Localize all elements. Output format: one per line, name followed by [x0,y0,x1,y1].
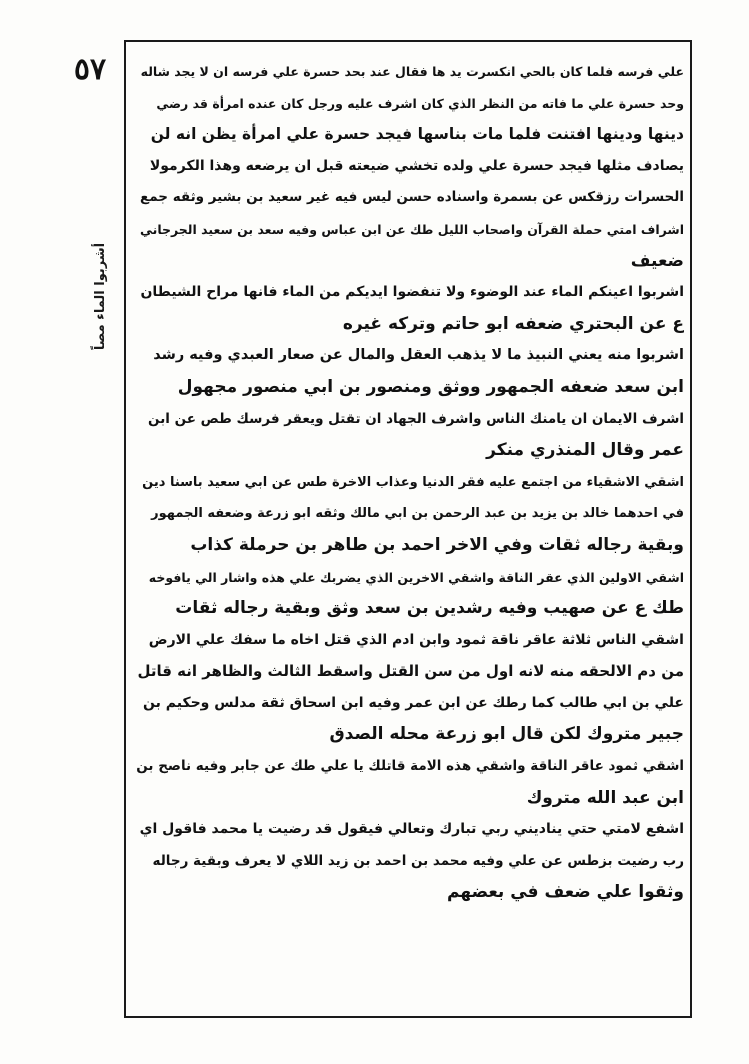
margin-note [84,236,118,356]
text-line-12: اشرف الايمان ان يامنك الناس واشرف الجهاد ان تقتل ويعقر فرسك طص عن ابن [148,410,684,427]
text-line-16: وبقية رجاله ثقات وفي الاخر احمد بن طاهر بن حرملة كذاب [190,534,684,555]
text-line-22: جبير متروك لكن قال ابو زرعة محله الصدق [329,724,684,745]
text-line-26: رب رضيت بزطس عن علي وفيه محمد بن احمد بن زيد اللاي لا يعرف وبقية رجاله [152,852,684,869]
text-line-27: وثقوا علي ضعف في بعضهم [447,882,684,903]
main-text-block [136,56,684,926]
text-line-18: طك ع عن صهيب وفيه رشدين بن سعد وثق وبقية رجاله ثقات [175,598,684,619]
text-line-23: اشقي ثمود عاقر الناقة واشقي هذه الامة قاتلك يا علي طك عن جابر وفيه ناصح بن [136,758,684,775]
margin-note-text: أشربوا الماء مصاً [93,242,109,350]
text-line-9: ع عن البحتري ضعفه ابو حاتم وتركه غيره [342,313,684,334]
text-line-11: ابن سعد ضعفه الجمهور ووثق ومنصور بن ابي منصور مجهول [177,376,684,397]
text-line-5: الحسرات رزقكس عن بسمرة واسناده حسن ليس فيه غير سعيد بن بشير وثقه جمع [140,189,684,206]
text-line-21: علي بن ابي طالب كما رطك عن ابن عمر وفيه ابن اسحاق ثقة مدلس وحكيم بن [143,694,684,711]
text-line-6: اشراف امتي حملة القرآن واصحاب الليل طك عن ابن عباس وفيه سعد بن سعيد الجرجاني [139,221,684,237]
text-line-4: يصادف مثلها فيجد حسرة علي ولده تخشي ضيعته قبل ان يرضعه وهذا الكرمولا [149,157,684,174]
text-line-1: علي فرسه فلما كان بالحي انكسرت يد ها فقال عند بحد حسرة علي فرسه ان لا يجد شاله [140,64,684,79]
text-line-20: من دم الالحقه منه لانه اول من سن القتل واسقط الثالث والظاهر انه قاتل [137,662,684,681]
folio-number: ٥٧ [73,52,107,87]
text-line-17: اشقي الاولين الذي عقر الناقة واشقي الاخرين الذي يضربك علي هذه واشار الي يافوخه [148,569,684,585]
text-line-2: وحد حسرة علي ما فاته من النظر الذي كان اشرف عليه ورجل كان عنده امرأة قد رضي [156,95,684,111]
text-line-24: ابن عبد الله متروك [526,787,684,808]
text-line-25: اشفع لامتي حتي يناديني ربي تبارك وتعالي فيقول قد رضيت يا محمد فاقول اي [139,821,684,838]
text-line-15: في احدهما خالد بن يزيد بن عبد الرحمن بن ابي مالك وثقه ابو زرعة وضعفه الجمهور [151,506,684,522]
text-line-3: دينها ودينها افتنت فلما مات بناسها فيجد حسرة علي امرأة يظن انه لن [150,125,684,144]
text-line-19: اشقي الناس ثلاثة عاقر ناقة ثمود وابن ادم الذي قتل اخاه ما سفك علي الارض [148,631,684,648]
text-line-8: اشربوا اعينكم الماء عند الوضوء ولا تنفضوا ايديكم من الماء فانها مراح الشيطان [140,284,684,301]
text-line-14: اشقي الاشقياء من اجتمع عليه فقر الدنيا وعذاب الاخرة طس عن ابي سعيد باسنا دين [142,474,684,490]
text-line-7: ضعيف [630,250,684,271]
text-line-13: عمر وقال المنذري منكر [486,440,684,461]
text-line-10: اشربوا منه يعني النبيذ ما لا يذهب العقل والمال عن صعار العبدي وفيه رشد [153,347,684,364]
